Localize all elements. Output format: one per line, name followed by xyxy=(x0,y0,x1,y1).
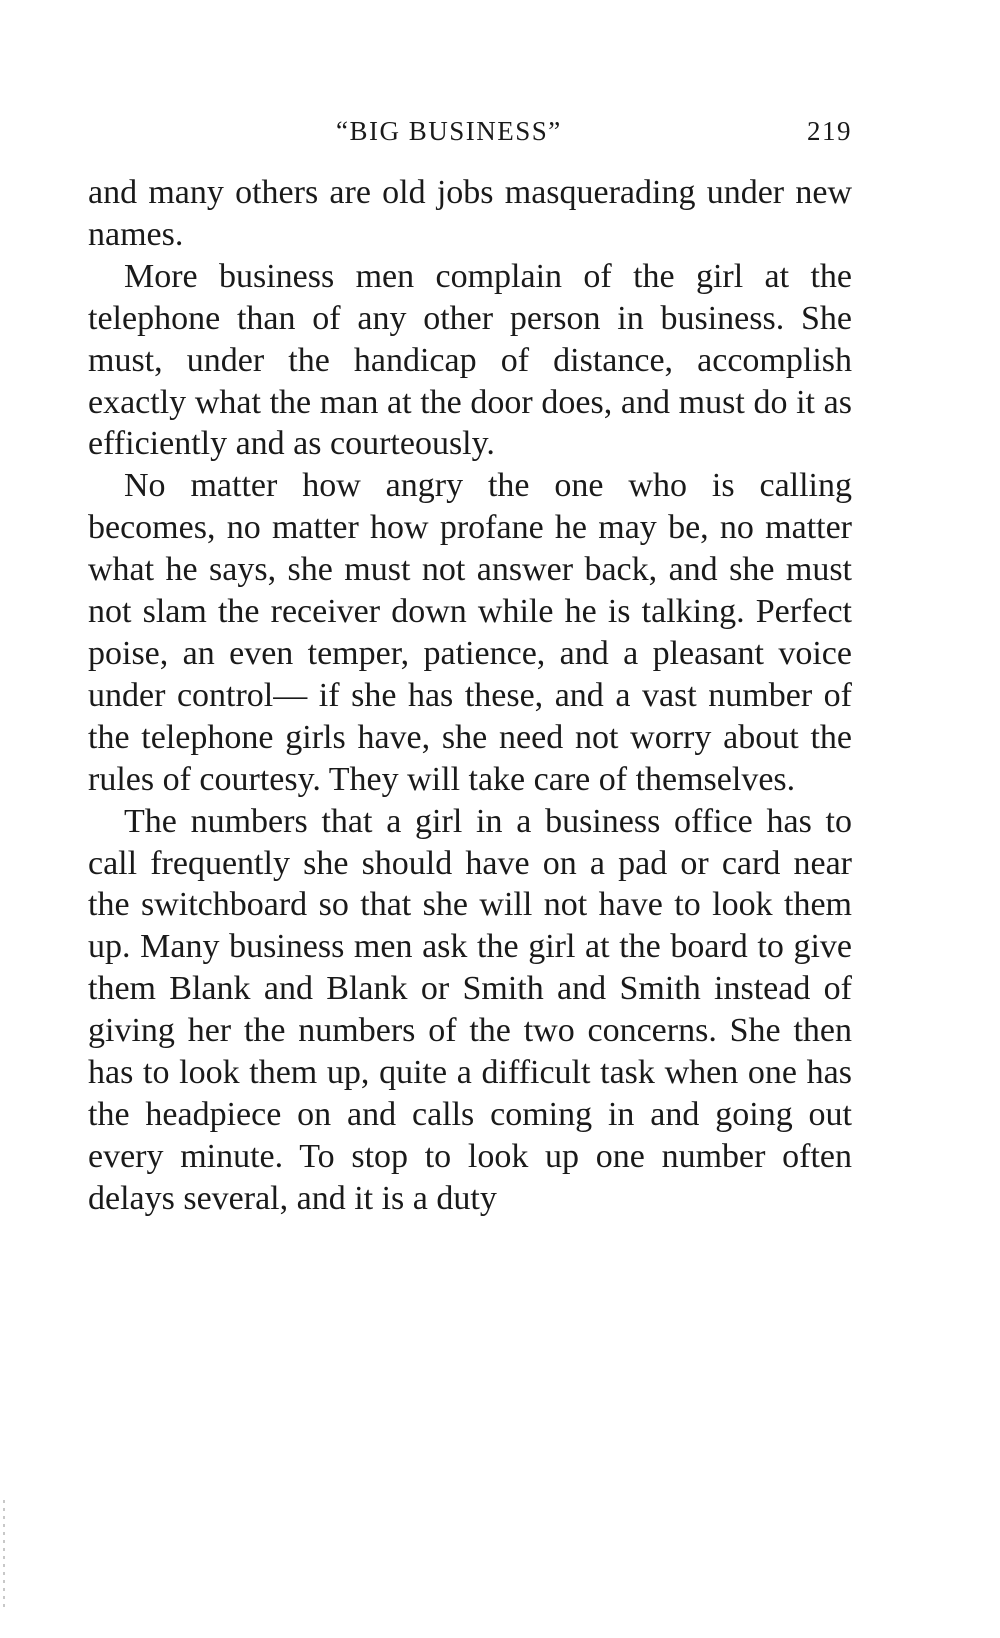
page-number: 219 xyxy=(807,116,852,146)
paragraph-courtesy: No matter how angry the one who is calling becomes, no matter how profane he may be, no matter what he says, she must not answer back, and she must not slam the receiver down while he is talking. Perfect poise, an even temper, patience, and a pleasant voice under control— if she has these, and a vast number of the telephone girls have, she need not worry about the rules of courtesy. They will take care of themselves. xyxy=(88,467,852,798)
paragraph-continuation: and many others are old jobs masquerading under new names. xyxy=(88,174,852,253)
paragraph-numbers: The numbers that a girl in a business office has to call frequently she should have on a pad or card near the switchboard so that she will not have to look them up. Many business men ask the girl at the board to give them Blank and Blank or Smith and Smith instead of giving her the numbers of the two concerns. She then has to look them up, quite a difficult task when one has the headpiece on and calls coming in and going out every minute. To stop to look up one number often delays several, and it is a duty xyxy=(88,802,852,1217)
paragraph-telephone-girl: More business men complain of the girl at the telephone than of any other person in business. She must, under the handicap of distance, accomplish exactly what the man at the door does, and must do it as efficiently and as courteously. xyxy=(88,257,852,463)
body-text xyxy=(88,172,852,1220)
scan-edge-mark xyxy=(3,1500,5,1610)
running-title: “BIG BUSINESS” xyxy=(336,116,562,146)
running-head xyxy=(88,116,852,156)
